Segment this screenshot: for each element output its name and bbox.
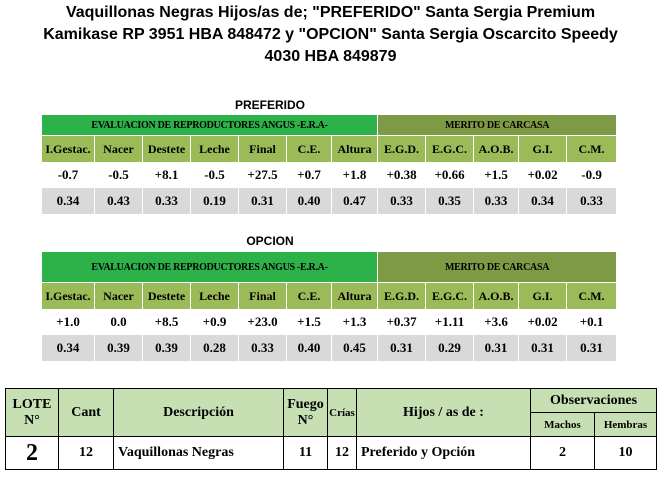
column-header: Nacer [95, 283, 143, 310]
page-title [0, 2, 661, 68]
lote-header: LOTE N° [6, 389, 59, 437]
merito-group-header: MERITO DE CARCASA [378, 115, 617, 136]
accuracy-value: 0.34 [42, 335, 95, 362]
accuracy-value: 0.33 [567, 188, 617, 215]
column-header: Altura [332, 136, 378, 163]
opcion-table [41, 251, 617, 362]
dep-value: +23.0 [239, 310, 287, 335]
accuracy-value: 0.31 [239, 188, 287, 215]
column-header: E.G.D. [378, 283, 426, 310]
dep-value: +1.0 [42, 310, 95, 335]
column-header: E.G.D. [378, 136, 426, 163]
observaciones-header: Observaciones [531, 389, 657, 413]
accuracy-value: 0.33 [239, 335, 287, 362]
descripcion-value: Vaquillonas Negras [114, 437, 284, 470]
accuracy-value: 0.45 [332, 335, 378, 362]
crias-value: 12 [328, 437, 357, 470]
merito-group-header: MERITO DE CARCASA [378, 252, 617, 283]
column-header: E.G.C. [426, 136, 474, 163]
dep-value: +0.02 [519, 163, 567, 188]
era-group-header: EVALUACION DE REPRODUCTORES ANGUS -E.R.A- [42, 115, 378, 136]
column-header: C.E. [287, 283, 332, 310]
hijos-header: Hijos / as de : [357, 389, 531, 437]
dep-value: -0.7 [42, 163, 95, 188]
preferido-label: PREFERIDO [234, 98, 305, 112]
accuracy-value: 0.40 [287, 188, 332, 215]
column-header: A.O.B. [474, 136, 519, 163]
column-header: C.E. [287, 136, 332, 163]
dep-value: -0.5 [191, 163, 239, 188]
dep-value: +0.7 [287, 163, 332, 188]
column-header: E.G.C. [426, 283, 474, 310]
dep-value: +8.5 [143, 310, 191, 335]
accuracy-value: 0.31 [567, 335, 617, 362]
accuracy-value: 0.34 [519, 188, 567, 215]
dep-value: +0.9 [191, 310, 239, 335]
accuracy-value: 0.31 [474, 335, 519, 362]
accuracy-value: 0.28 [191, 335, 239, 362]
dep-value: +0.66 [426, 163, 474, 188]
column-header: Altura [332, 283, 378, 310]
accuracy-value: 0.33 [474, 188, 519, 215]
column-header: G.I. [519, 136, 567, 163]
dep-value: +1.8 [332, 163, 378, 188]
column-header: C.M. [567, 136, 617, 163]
machos-header: Machos [531, 413, 595, 437]
accuracy-value: 0.19 [191, 188, 239, 215]
hijos-value: Preferido y Opción [357, 437, 531, 470]
column-header: Final [239, 136, 287, 163]
fuego-value: 11 [284, 437, 328, 470]
dep-value: +27.5 [239, 163, 287, 188]
preferido-table [41, 114, 617, 215]
descripcion-header: Descripción [114, 389, 284, 437]
title-line-3: 4030 HBA 849879 [264, 48, 397, 65]
era-group-header: EVALUACION DE REPRODUCTORES ANGUS -E.R.A- [42, 252, 378, 283]
accuracy-value: 0.34 [42, 188, 95, 215]
fuego-header: Fuego N° [284, 389, 328, 437]
dep-value: +8.1 [143, 163, 191, 188]
hembras-header: Hembras [595, 413, 657, 437]
accuracy-value: 0.43 [95, 188, 143, 215]
column-header: Leche [191, 283, 239, 310]
column-header: I.Gestac. [42, 283, 95, 310]
dep-value: +3.6 [474, 310, 519, 335]
column-header: C.M. [567, 283, 617, 310]
dep-value: +1.5 [287, 310, 332, 335]
accuracy-value: 0.33 [143, 188, 191, 215]
dep-value: +1.3 [332, 310, 378, 335]
dep-value: 0.0 [95, 310, 143, 335]
column-header: A.O.B. [474, 283, 519, 310]
dep-value: -0.5 [95, 163, 143, 188]
dep-value: +0.38 [378, 163, 426, 188]
accuracy-value: 0.40 [287, 335, 332, 362]
accuracy-value: 0.33 [378, 188, 426, 215]
column-header: Destete [143, 136, 191, 163]
column-header: G.I. [519, 283, 567, 310]
table-row [6, 437, 657, 470]
column-header: I.Gestac. [42, 136, 95, 163]
cant-value: 12 [59, 437, 114, 470]
accuracy-value: 0.31 [378, 335, 426, 362]
dep-value: +1.11 [426, 310, 474, 335]
accuracy-value: 0.31 [519, 335, 567, 362]
accuracy-value: 0.39 [95, 335, 143, 362]
dep-value: +0.1 [567, 310, 617, 335]
accuracy-value: 0.39 [143, 335, 191, 362]
hembras-value: 10 [595, 437, 657, 470]
dep-value: +0.37 [378, 310, 426, 335]
accuracy-value: 0.29 [426, 335, 474, 362]
dep-value: -0.9 [567, 163, 617, 188]
lot-table [5, 388, 657, 470]
machos-value: 2 [531, 437, 595, 470]
dep-value: +1.5 [474, 163, 519, 188]
dep-value: +0.02 [519, 310, 567, 335]
accuracy-value: 0.35 [426, 188, 474, 215]
accuracy-value: 0.47 [332, 188, 378, 215]
lote-value: 2 [6, 437, 59, 470]
column-header: Leche [191, 136, 239, 163]
crias-header: Crías [328, 389, 357, 437]
title-line-1: Vaquillonas Negras Hijos/as de; "PREFERIDO" Santa Sergia Premium [65, 4, 596, 21]
column-header: Nacer [95, 136, 143, 163]
cant-header: Cant [59, 389, 114, 437]
column-header: Destete [143, 283, 191, 310]
title-line-2: Kamikase RP 3951 HBA 848472 y "OPCION" Santa Sergia Oscarcito Speedy [43, 26, 618, 43]
column-header: Final [239, 283, 287, 310]
opcion-label: OPCION [246, 234, 294, 248]
